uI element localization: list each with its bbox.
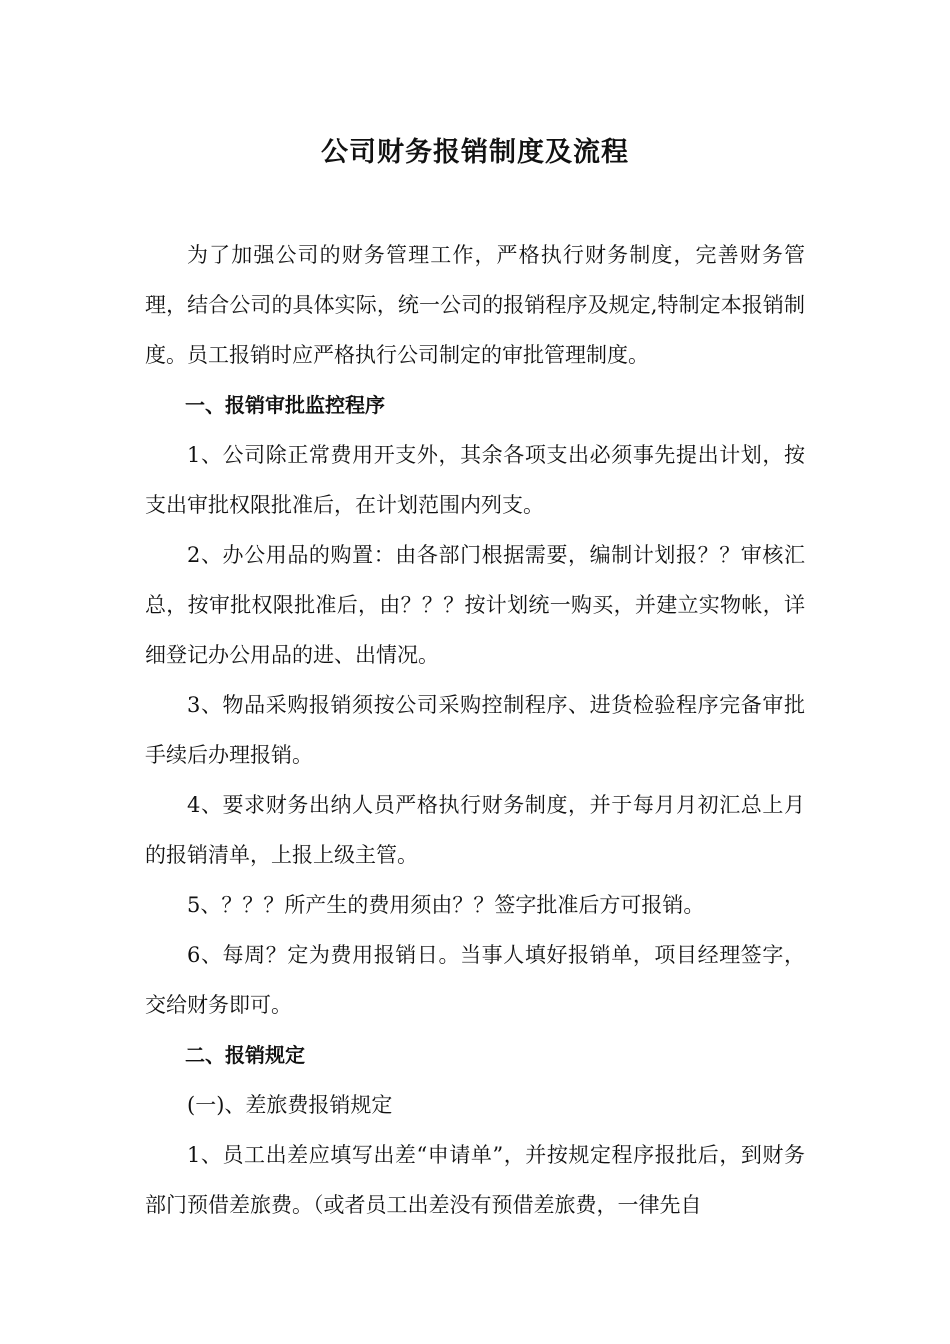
subsection-heading-travel: (一)、差旅费报销规定 [187,1093,393,1117]
approval-item-3: 3、物品采购报销须按公司采购控制程序、进货检验程序完备审批手续后办理报销。 [145,693,805,767]
approval-item-4: 4、要求财务出纳人员严格执行财务制度，并于每月月初汇总上月的报销清单，上报上级主管。 [145,793,805,867]
section-heading-rules: 二、报销规定 [185,1043,305,1067]
approval-item-1: 1、公司除正常费用开支外，其余各项支出必须事先提出计划，按支出审批权限批准后，在计划范围内列支。 [145,443,805,517]
section-heading-approval: 一、报销审批监控程序 [185,393,385,417]
approval-item-5: 5、？？？所产生的费用须由？？签字批准后方可报销。 [187,893,705,917]
travel-item-1: 1、员工出差应填写出差“申请单”，并按规定程序报批后，到财务部门预借差旅费。（或者员工出差没有预借差旅费，一律先自 [145,1143,805,1217]
document-body [145,230,805,1230]
intro-paragraph: 为了加强公司的财务管理工作，严格执行财务制度，完善财务管理，结合公司的具体实际，统一公司的报销程序及规定,特制定本报销制度。员工报销时应严格执行公司制定的审批管理制度。 [145,243,805,367]
document-title: 公司财务报销制度及流程 [321,137,629,168]
approval-item-2: 2、办公用品的购置：由各部门根据需要，编制计划报？？审核汇总，按审批权限批准后，由？？？按计划统一购买，并建立实物帐，详细登记办公用品的进、出情况。 [145,543,805,667]
approval-item-6: 6、每周？定为费用报销日。当事人填好报销单，项目经理签字，交给财务即可。 [145,943,805,1017]
